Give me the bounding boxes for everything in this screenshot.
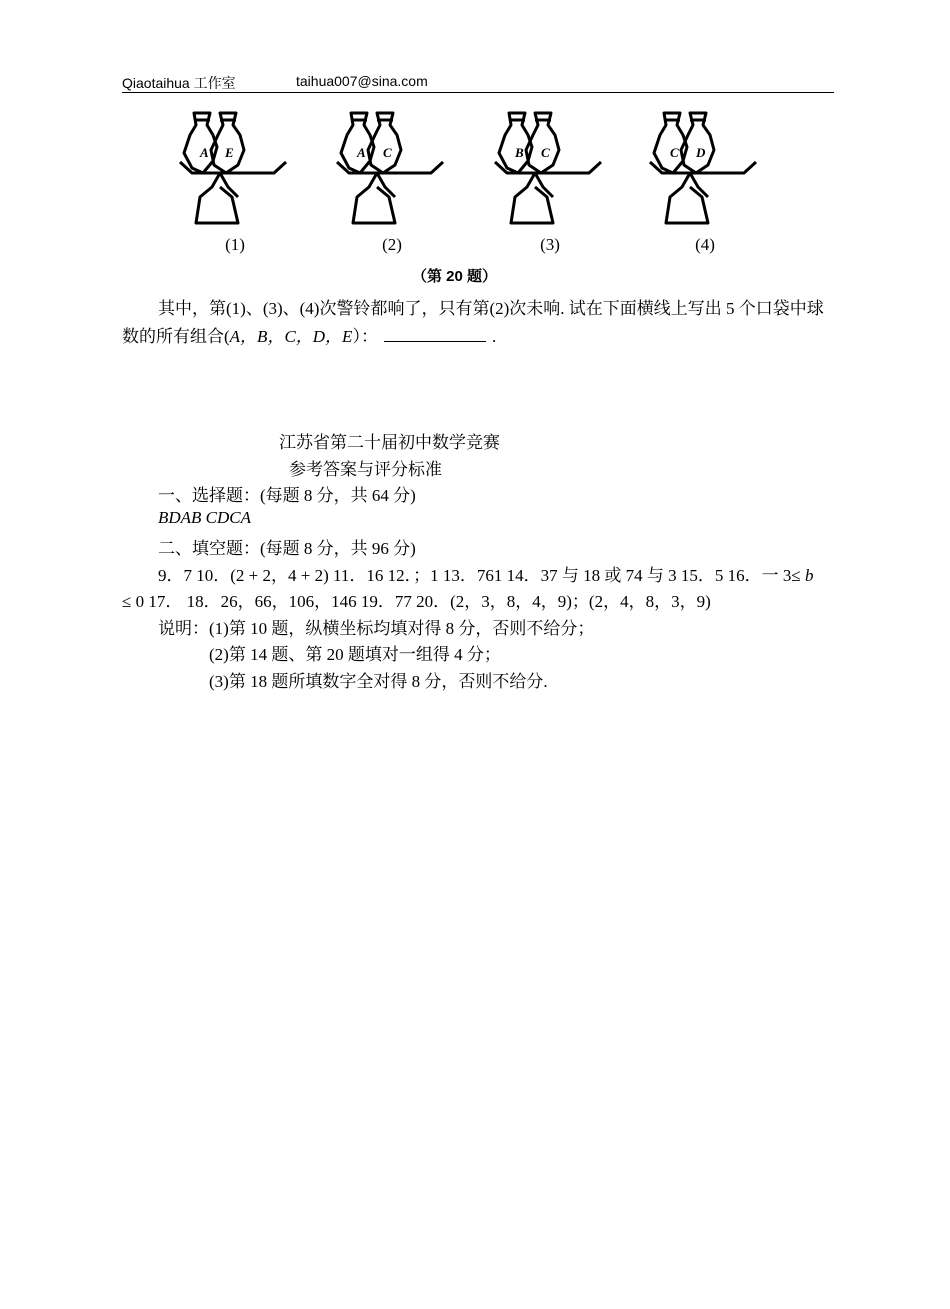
question-line-2 — [122, 322, 496, 347]
scale-drawing-2 — [327, 105, 457, 235]
figure-label: (4) — [695, 235, 715, 254]
figure-3 — [485, 105, 615, 265]
fill-answers-var: b — [804, 566, 814, 585]
figure-label: (1) — [225, 235, 245, 254]
fill-answers-line-1 — [158, 561, 813, 586]
scale-drawing-3 — [485, 105, 615, 235]
figure-caption: （第 20 题） — [412, 268, 498, 285]
page-header — [122, 72, 834, 93]
bag-label: A — [200, 145, 209, 160]
section-fill-heading: 二、填空题：(每题 8 分，共 96 分) — [158, 539, 416, 558]
note-text: (1)第 10 题，纵横坐标均填对得 8 分，否则不给分； — [209, 619, 595, 638]
fill-answers-line-2: ≤ 0 17． 18．26，66，106，146 19．77 20．(2，3，8，4，9)；(2，4，8，3，9) — [122, 592, 711, 611]
section-choice-heading: 一、选择题：(每题 8 分，共 64 分) — [158, 486, 416, 505]
question-line-1: 其中，第(1)、(3)、(4)次警铃都响了，只有第(2)次未响. 试在下面横线上写出 5 个口袋中球 — [158, 299, 824, 318]
bag-label: E — [225, 145, 234, 160]
bag-label: C — [383, 145, 392, 160]
note-line-3: (3)第 18 题所填数字全对得 8 分，否则不给分. — [209, 672, 548, 691]
studio-email: taihua007@sina.com — [296, 73, 428, 89]
choice-answers-text: BDAB CDCA — [158, 508, 252, 527]
fill-answers-text: 9．7 10．(2 + 2，4 + 2) 11．16 12．；1 13．761 14．37 与 18 或 74 与 3 15．5 16．一 3≤ — [158, 566, 801, 585]
bag-label: B — [515, 145, 524, 160]
question-end: . — [491, 327, 497, 346]
figure-4 — [640, 105, 770, 265]
studio-name: Qiaotaihua 工作室 — [122, 75, 236, 91]
figure-1 — [170, 105, 300, 265]
answer-blank — [384, 327, 486, 342]
scale-drawing-4 — [640, 105, 770, 235]
question-vars: A，B，C，D，E — [229, 327, 353, 346]
note-label: 说明： — [158, 619, 209, 638]
choice-answers — [158, 508, 251, 528]
bag-label: A — [357, 145, 366, 160]
figure-2 — [327, 105, 457, 265]
note-line-2: (2)第 14 题、第 20 题填对一组得 4 分； — [209, 645, 501, 664]
figure-label: (3) — [540, 235, 560, 254]
question-mid: ）： — [352, 327, 378, 346]
bag-label: C — [670, 145, 679, 160]
figure-row — [122, 105, 834, 285]
scale-drawing-1 — [170, 105, 300, 235]
bag-label: D — [696, 145, 706, 160]
figure-label: (2) — [382, 235, 402, 254]
answers-subtitle: 参考答案与评分标准 — [289, 460, 442, 479]
answers-title: 江苏省第二十届初中数学竞赛 — [279, 433, 500, 452]
bag-label: C — [541, 145, 550, 160]
question-prefix: 数的所有组合( — [122, 327, 230, 346]
note-line-1 — [158, 614, 594, 639]
